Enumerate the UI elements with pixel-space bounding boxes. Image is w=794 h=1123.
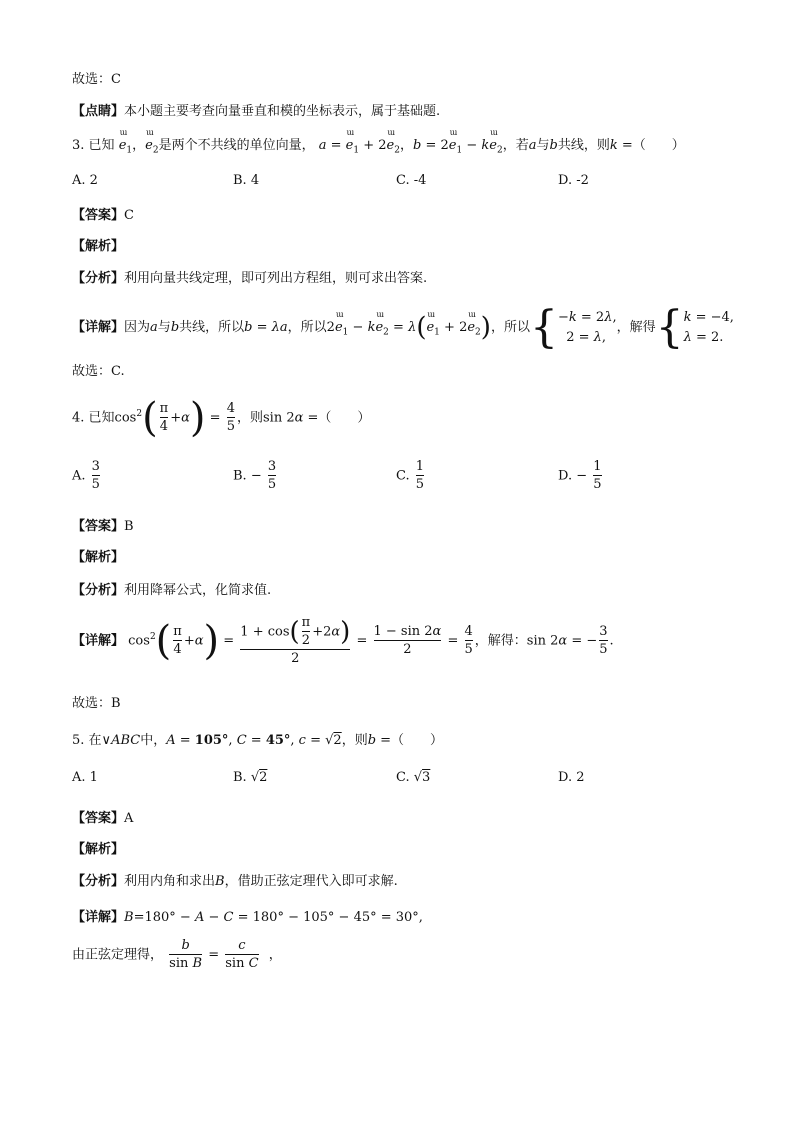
detail-text: 由正弦定理得， xyxy=(72,947,164,963)
remark-tag: 【点睛】 xyxy=(72,104,125,119)
detail-text: ，所以 xyxy=(490,320,530,335)
fenxi-text: ，借助正弦定理代入即可求解. xyxy=(224,874,398,889)
final-line: 故选：C. xyxy=(72,364,125,379)
answer-value: A xyxy=(124,811,134,826)
question-number: 3. 已知 xyxy=(72,138,115,153)
fenxi-text: 利用降幂公式，化简求值. xyxy=(124,583,272,598)
detail-line: 【详解】B=180° − A − C = 180° − 105° − 45° = 30°, xyxy=(72,910,423,925)
fenxi-line: 【分析】利用内角和求出B，借助正弦定理代入即可求解. xyxy=(72,874,398,889)
choice-label: B. xyxy=(233,770,247,785)
choice-a: A. $\frac{3}{5}$ xyxy=(72,459,100,492)
answer-tag: 【答案】 xyxy=(72,208,125,223)
fenxi-text: 利用内角和求出 xyxy=(124,874,216,889)
analysis-heading: 【解析】 xyxy=(72,550,125,565)
choice-a: A. 1 xyxy=(72,770,98,785)
question-text: =（ ） xyxy=(617,138,685,153)
remark-text: 本小题主要考查向量垂直和模的坐标表示，属于基础题. xyxy=(124,104,441,119)
detail-text: 与 xyxy=(157,320,171,335)
question-text: 是两个不共线的单位向量， xyxy=(158,138,315,153)
fenxi-line xyxy=(72,267,427,286)
fenxi-tag: 【分析】 xyxy=(72,583,125,598)
question-5: 5. 在∨ABC中，A = 105°, C = 45°, c = √2，则b =（ ） xyxy=(72,733,444,748)
question-text: 与 xyxy=(536,138,550,153)
analysis-heading: 【解析】 xyxy=(72,239,125,254)
detail-line: 【详解】因为a与b共线，所以b = λa，所以2ɯ $e_1$ − kɯ $e_2$ = λ(ɯ $e_1$ + 2ɯ $e_2$)，所以{−k = 2λ, 2 = λ,，解得{k = −4, λ = 2. xyxy=(72,302,734,353)
question-number: 5. 在 xyxy=(72,733,102,748)
choice-b: B. √2 xyxy=(233,770,268,785)
detail-text: ， xyxy=(268,947,282,963)
question-text: ，则 xyxy=(341,733,368,748)
detail-text: 共线，所以 xyxy=(179,320,245,335)
text-line: 故选：C xyxy=(72,72,121,87)
detail-tag: 【详解】 xyxy=(72,633,125,649)
detail-text: ，所以 xyxy=(287,320,327,335)
choice-c: C. $\frac{1}{5}$ xyxy=(396,459,425,492)
question-text: =（ ） xyxy=(303,410,371,426)
answer-line xyxy=(72,515,134,534)
answer-tag: 【答案】 xyxy=(72,811,125,826)
question-text: ，则 xyxy=(236,410,263,426)
choice-b: B. − $\frac{3}{5}$ xyxy=(233,459,277,492)
question-number: 4. 已知 xyxy=(72,410,115,426)
choice-label: B. xyxy=(233,468,247,484)
choice-label: D. xyxy=(558,468,573,484)
detail-text: ，解得： xyxy=(474,633,527,649)
answer-tag: 【答案】 xyxy=(72,519,125,534)
choice-label: A. xyxy=(72,468,86,484)
question-text: 共线，则 xyxy=(557,138,610,153)
detail-tag: 【详解】 xyxy=(72,910,125,925)
choice-b: B. 4 xyxy=(233,173,260,188)
fenxi-text: 利用向量共线定理，即可列出方程组，则可求出答案. xyxy=(124,271,428,286)
detail-tag: 【详解】 xyxy=(72,320,125,335)
answer-line xyxy=(72,204,134,223)
question-text: 中， xyxy=(140,733,167,748)
choice-d: D. -2 xyxy=(558,173,589,188)
choice-d: D. 2 xyxy=(558,770,585,785)
choice-label: C. xyxy=(396,770,410,785)
remark-line xyxy=(72,100,440,119)
question-3: 3. 已知 ɯ $e_1$，ɯ $e_2$是两个不共线的单位向量， a = ɯ $e_1$ + 2ɯ $e_2$，b = 2ɯ $e_1$ − kɯ $e_2$，若a与b共线，则k =（ ） xyxy=(72,134,685,156)
choice-c: C. √3 xyxy=(396,770,431,785)
question-text: =（ ） xyxy=(376,733,444,748)
fenxi-line xyxy=(72,579,271,598)
law-line: 由正弦定理得， $\frac{b}{\text{sin B}}$ = $\frac{c}{\text{sin C}}$ ， xyxy=(72,938,282,971)
answer-value: B xyxy=(124,519,134,534)
detail-text: ，解得 xyxy=(616,320,656,335)
detail-text: 因为 xyxy=(124,320,151,335)
fenxi-tag: 【分析】 xyxy=(72,874,125,889)
question-text: ，若 xyxy=(502,138,529,153)
answer-line xyxy=(72,807,133,826)
analysis-heading: 【解析】 xyxy=(72,842,125,857)
choice-label: C. xyxy=(396,468,410,484)
choice-d: D. − $\frac{1}{5}$ xyxy=(558,459,602,492)
choice-c: C. -4 xyxy=(396,173,427,188)
fenxi-tag: 【分析】 xyxy=(72,271,125,286)
question-4: 4. 已知$\cos^2$( $\frac{\pi}{4}$ +α) = $\frac{4}{5}$ ，则sin 2α =（ ） xyxy=(72,395,371,441)
answer-value: C xyxy=(124,208,134,223)
detail-line: 【详解】 $\cos^2$( $\frac{\pi}{4}$ +α) = 1 + cos( $\frac{\pi}{2}$ +2α) 2 = $\frac{1 - \sin 2\alpha}{2}$ = $\frac{4}{5}$ ，解得：sin 2α = − $\frac{3}{5}$ . xyxy=(72,615,614,666)
final-line: 故选：B xyxy=(72,696,121,711)
choice-a: A. 2 xyxy=(72,173,98,188)
